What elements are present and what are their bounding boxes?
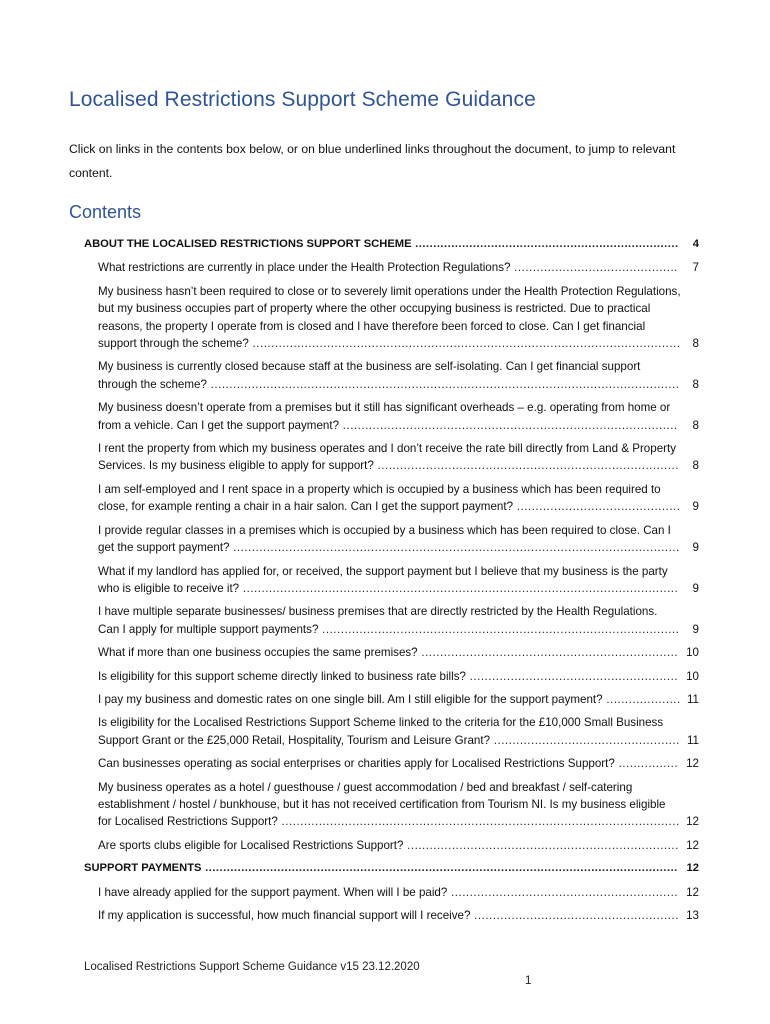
toc-dot-leader: ................................................................................. bbox=[373, 459, 679, 473]
toc-dot-leader: ......................................................................... bbox=[411, 238, 679, 250]
toc-page-number: 8 bbox=[691, 417, 699, 434]
toc-entry-text: ABOUT THE LOCALISED RESTRICTIONS SUPPORT SCHEME bbox=[84, 238, 412, 250]
toc-page-number: 9 bbox=[691, 498, 699, 515]
toc-dot-leader: .................... bbox=[602, 692, 681, 706]
toc-link[interactable] bbox=[84, 860, 699, 877]
toc-link[interactable] bbox=[98, 259, 699, 276]
table-of-contents bbox=[84, 236, 699, 930]
toc-dot-leader: ................................................................................................ bbox=[318, 622, 680, 636]
toc-dot-leader: .................................................. bbox=[490, 733, 680, 747]
toc-page-number: 10 bbox=[684, 644, 699, 661]
toc-dot-leader: ........................................................ bbox=[465, 669, 679, 683]
toc-dot-leader: ..................................................................................................................... bbox=[239, 581, 679, 595]
toc-link[interactable] bbox=[98, 563, 699, 598]
toc-entry-text: I rent the property from which my business operates and I don’t receive the rate bill directly from Land & Property Services. Is my business eligible to apply for support? bbox=[98, 442, 677, 473]
toc-entry-text: What restrictions are currently in place under the Health Protection Regulations? bbox=[98, 261, 511, 275]
toc-page-number: 9 bbox=[691, 621, 699, 638]
toc-entry-text: SUPPORT PAYMENTS bbox=[84, 862, 202, 875]
toc-page-number: 8 bbox=[691, 376, 699, 393]
intro-paragraph: Click on links in the contents box below, or on blue underlined links throughout the document, to jump to relevant content. bbox=[69, 142, 676, 180]
document-title: Localised Restrictions Support Scheme Guidance bbox=[69, 88, 536, 111]
toc-link[interactable] bbox=[98, 668, 699, 685]
toc-link[interactable] bbox=[98, 481, 699, 516]
toc-link[interactable] bbox=[84, 236, 699, 253]
toc-link[interactable] bbox=[98, 714, 699, 749]
toc-link[interactable] bbox=[98, 522, 699, 557]
toc-dot-leader: ........................................................................................................... bbox=[277, 815, 680, 829]
toc-page-number: 8 bbox=[691, 335, 699, 352]
toc-entry-text: What if my landlord has applied for, or received, the support payment but I believe that my business is the party who is eligible to receive it? bbox=[98, 564, 668, 595]
toc-link[interactable] bbox=[98, 755, 699, 772]
toc-entry-text: Is eligibility for this support scheme directly linked to business rate bills? bbox=[98, 669, 466, 683]
toc-entry-text: My business doesn’t operate from a premises but it still has significant overheads – e.g. operating from home or from a vehicle. Can I get the support payment? bbox=[98, 401, 671, 432]
toc-dot-leader: ....................................................... bbox=[470, 909, 679, 922]
toc-dot-leader: ..................................................................... bbox=[417, 646, 679, 660]
toc-dot-leader: .......................................................................................... bbox=[339, 418, 678, 432]
toc-dot-leader: ............................................................. bbox=[447, 885, 679, 899]
toc-entry-text: I provide regular classes in a premises which is occupied by a business which has been required to close. Can I get the support payment? bbox=[98, 523, 671, 555]
toc-page-number: 9 bbox=[691, 580, 699, 597]
toc-entry-text: Can businesses operating as social enterprises or charities apply for Localised Restrictions Support? bbox=[98, 757, 615, 771]
toc-link[interactable] bbox=[98, 603, 699, 638]
toc-entry-text: My business hasn’t been required to close or to severely limit operations under the Health Protection Regulations, but my business occupies part of property where the other occupying business is restricted. Due to practical reasons, the property I operate from is closed and I have therefore been forced to close. Can I get financial support through the scheme? bbox=[98, 284, 681, 351]
toc-dot-leader: ............................................ bbox=[513, 500, 681, 514]
toc-dot-leader: .............................................................................................................................. bbox=[206, 377, 680, 391]
toc-entry-text: I have multiple separate businesses/ business premises that are directly restricted by the Health Regulations. Can I apply for multiple support payments? bbox=[98, 605, 658, 636]
toc-entry-text: What if more than one business occupies the same premises? bbox=[98, 646, 418, 660]
toc-page-number: 11 bbox=[685, 691, 699, 708]
toc-link[interactable] bbox=[98, 440, 699, 475]
toc-page-number: 4 bbox=[691, 236, 699, 253]
toc-entry-text: I am self-employed and I rent space in a property which is occupied by a business which has been required to close, for example renting a chair in a hair salon. Can I get the support payment? bbox=[98, 482, 661, 514]
toc-entry-text: My business is currently closed because staff at the business are self-isolating. Can I get financial support through the scheme? bbox=[98, 360, 641, 391]
toc-link[interactable] bbox=[98, 283, 699, 353]
toc-page-number: 12 bbox=[685, 860, 699, 877]
page-number: 1 bbox=[525, 975, 532, 987]
toc-link[interactable] bbox=[98, 884, 699, 901]
toc-page-number: 13 bbox=[684, 907, 699, 924]
toc-dot-leader: ................................................................................................................... bbox=[248, 337, 681, 351]
toc-page-number: 12 bbox=[684, 755, 699, 772]
toc-dot-leader: ............................................ bbox=[510, 261, 678, 275]
toc-link[interactable] bbox=[98, 907, 699, 924]
toc-link[interactable] bbox=[98, 691, 699, 708]
toc-entry-text: Is eligibility for the Localised Restrictions Support Scheme linked to the criteria for the £10,000 Small Business Support Grant or the £25,000 Retail, Hospitality, Tourism and Leisure Grant? bbox=[98, 716, 664, 747]
toc-entry-text: I have already applied for the support payment. When will I be paid? bbox=[98, 885, 448, 899]
toc-link[interactable] bbox=[98, 399, 699, 434]
toc-entry-text: My business operates as a hotel / guesthouse / guest accommodation / bed and breakfast / self-catering establishment / hostel / bunkhouse, but it has not received certification from Tourism NI. Is my business eligible for Localised Restrictions Support? bbox=[98, 780, 666, 829]
toc-link[interactable] bbox=[98, 358, 699, 393]
toc-page-number: 10 bbox=[684, 668, 699, 685]
toc-page-number: 12 bbox=[684, 813, 699, 830]
toc-dot-leader: ........................................................................................................................ bbox=[229, 541, 680, 555]
toc-entry-text: Are sports clubs eligible for Localised Restrictions Support? bbox=[98, 838, 404, 852]
toc-dot-leader: ................................................................................................................................... bbox=[201, 862, 678, 875]
toc-page-number: 11 bbox=[685, 732, 699, 749]
contents-heading: Contents bbox=[69, 202, 142, 222]
toc-page-number: 12 bbox=[684, 884, 699, 901]
toc-dot-leader: ......................................................................... bbox=[403, 838, 679, 852]
toc-page-number: 9 bbox=[691, 539, 699, 556]
toc-page-number: 12 bbox=[684, 837, 699, 854]
toc-link[interactable] bbox=[98, 644, 699, 661]
toc-entry-text: If my application is successful, how much financial support will I receive? bbox=[98, 909, 471, 922]
toc-page-number: 7 bbox=[691, 259, 699, 276]
toc-entry-text: I pay my business and domestic rates on one single bill. Am I still eligible for the support payment? bbox=[98, 692, 603, 706]
toc-link[interactable] bbox=[98, 779, 699, 831]
toc-dot-leader: ................ bbox=[614, 757, 679, 771]
toc-page-number: 8 bbox=[691, 457, 699, 474]
toc-link[interactable] bbox=[98, 837, 699, 854]
document-footer: Localised Restrictions Support Scheme Guidance v15 23.12.2020 bbox=[84, 961, 420, 973]
